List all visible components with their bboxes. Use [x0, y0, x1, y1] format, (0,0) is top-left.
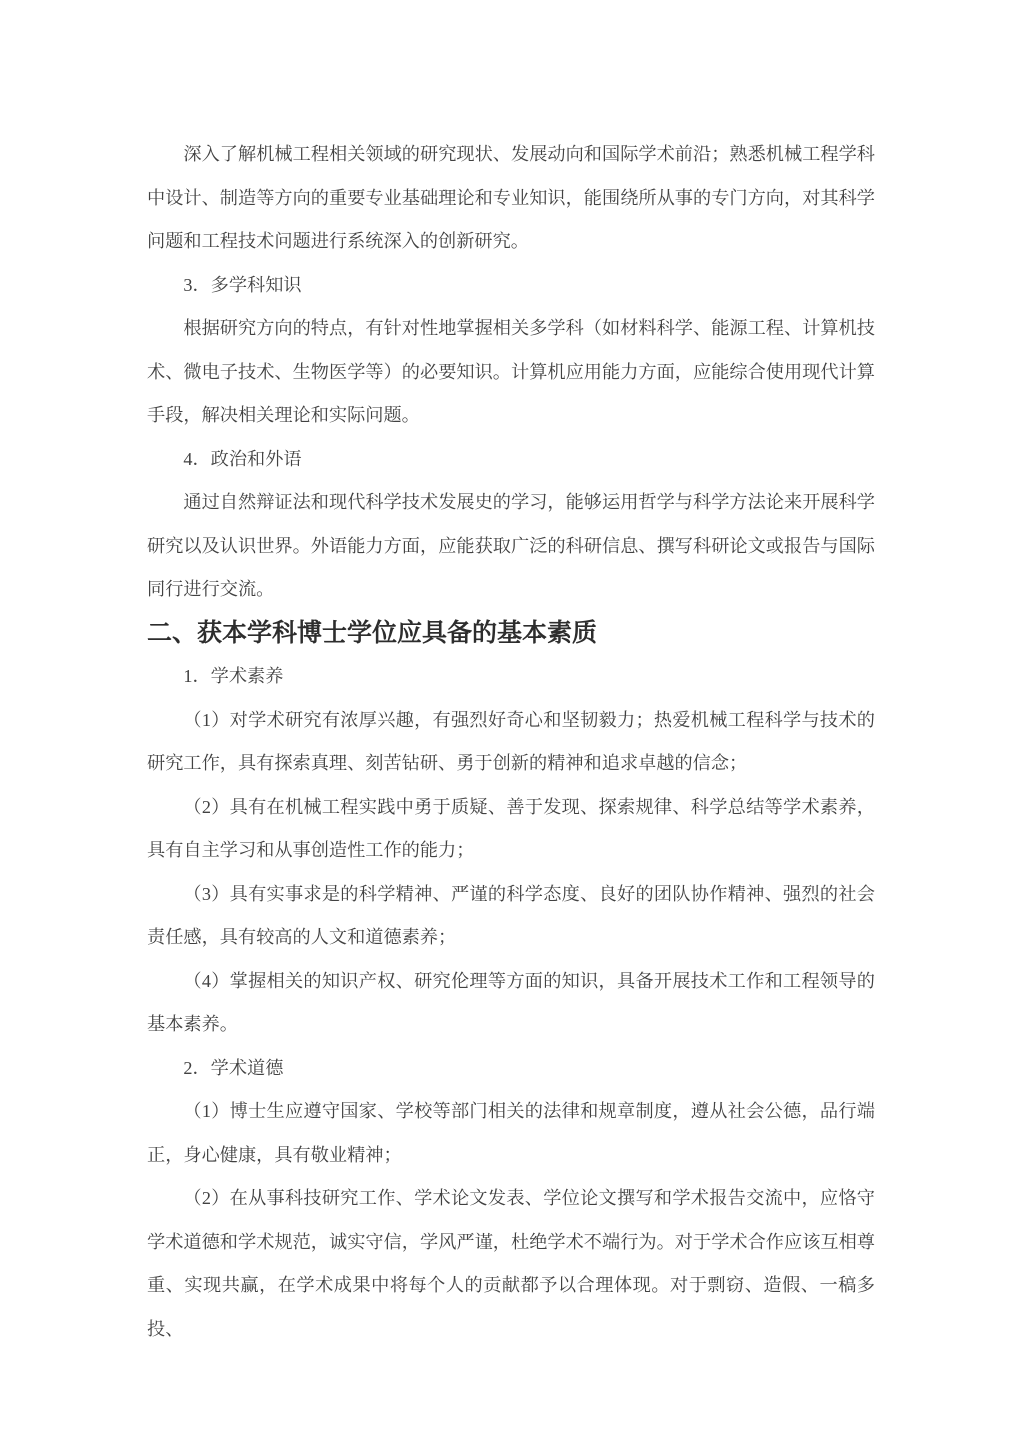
paragraph-politics-and-foreign-language: 通过自然辩证法和现代科学技术发展史的学习，能够运用哲学与科学方法论来开展科学研究以及认识世界。外语能力方面，应能获取广泛的科研信息、撰写科研论文或报告与国际同行进行交流。	[147, 492, 875, 599]
paragraph-academic-attainment-item-3: （3）具有实事求是的科学精神、严谨的科学态度、良好的团队协作精神、强烈的社会责任感，具有较高的人文和道德素养；	[147, 883, 875, 947]
paragraph-academic-ethics-item-2: （2）在从事科技研究工作、学术论文发表、学位论文撰写和学术报告交流中，应恪守学术道德和学术规范，诚实守信，学风严谨，杜绝学术不端行为。对于学术合作应该互相尊重、实现共赢，在学术成果中将每个人的贡献都予以合理体现。对于剽窃、造假、一稿多投、	[147, 1188, 875, 1339]
paragraph-academic-attainment-item-2: （2）具有在机械工程实践中勇于质疑、善于发现、探索规律、科学总结等学术素养，具有自主学习和从事创造性工作的能力；	[147, 796, 875, 860]
document-content	[147, 133, 875, 1351]
paragraph-academic-attainment-item-4: （4）掌握相关的知识产权、研究伦理等方面的知识，具备开展技术工作和工程领导的基本素养。	[147, 970, 875, 1034]
subsection-title-politics-and-foreign-language: 4．政治和外语	[183, 448, 302, 469]
paragraph-knowledge-intro: 深入了解机械工程相关领域的研究现状、发展动向和国际学术前沿；熟悉机械工程学科中设计、制造等方向的重要专业基础理论和专业知识，能围绕所从事的专门方向，对其科学问题和工程技术问题进行系统深入的创新研究。	[147, 144, 875, 251]
paragraph-academic-attainment-item-1: （1）对学术研究有浓厚兴趣，有强烈好奇心和坚韧毅力；热爱机械工程科学与技术的研究工作，具有探索真理、刻苦钻研、勇于创新的精神和追求卓越的信念；	[147, 709, 875, 773]
paragraph-multidisciplinary-knowledge: 根据研究方向的特点，有针对性地掌握相关多学科（如材料科学、能源工程、计算机技术、微电子技术、生物医学等）的必要知识。计算机应用能力方面，应能综合使用现代计算手段，解决相关理论和实际问题。	[147, 318, 875, 425]
subsection-title-academic-ethics: 2．学术道德	[183, 1057, 284, 1078]
section-heading-basic-qualities: 二、获本学科博士学位应具备的基本素质	[147, 619, 598, 647]
subsection-title-academic-attainment: 1．学术素养	[183, 666, 284, 686]
subsection-title-multidisciplinary-knowledge: 3．多学科知识	[183, 274, 302, 295]
paragraph-academic-ethics-item-1: （1）博士生应遵守国家、学校等部门相关的法律和规章制度，遵从社会公德，品行端正，身心健康，具有敬业精神；	[147, 1101, 875, 1165]
